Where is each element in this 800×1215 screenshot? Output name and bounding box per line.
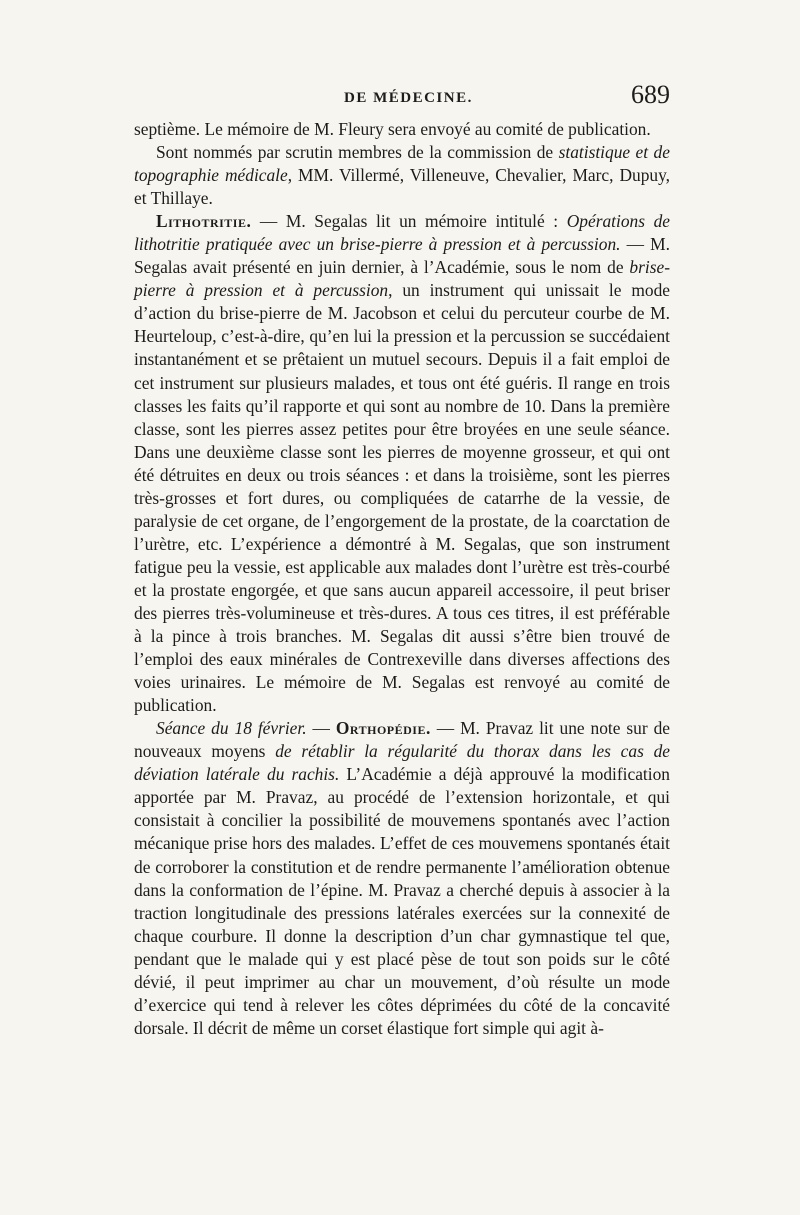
- page-header: [134, 80, 670, 116]
- text-run: septième. Le mémoire de M. Fleury sera envoyé au comité de publication.: [134, 119, 651, 139]
- section-heading: Orthopédie.: [335, 718, 431, 739]
- section-heading: Lithotritie.: [156, 211, 252, 232]
- text-run: —: [306, 718, 336, 739]
- running-head: DE MÉDECINE.: [344, 90, 473, 106]
- text-run: Sont nommés par scrutin membres de la commission de: [156, 142, 559, 163]
- paragraph-orthopedie: [134, 717, 670, 1040]
- italic-run: Opérations de lithotritie pratiquée avec un brise-pierre à pression et à percussion.: [134, 211, 670, 255]
- text-run: L’Académie a déjà approuvé la modification apportée par M. Pravaz, au procédé de l’extension horizontale, et qui consistait à concilier la possibilité de mouvemens spontanés avec l’action mécanique prise hors des malades. L’effet de ces mouvemens spontanés était de corroborer la constitution et de rendre permanente l’amélioration obtenue dans la conformation de l’épine. M. Pravaz a cherché depuis à associer à la traction longitudinale des pressions latérales exercées sur la connexité de chaque courbure. Il donne la description d’un char gymnastique tel que, pendant que le malade qui y est placé pèse de tout son poids sur le côté dévié, il peut imprimer au char un mouvement, d’où résulte un mode d’exercice qui tend à relever les côtes déprimées du côté de la concavité dorsale. Il décrit de même un corset élastique fort simple qui agit à-: [134, 764, 670, 1038]
- italic-run: statistique et de topographie médicale: [134, 142, 670, 186]
- text-run: — M. Pravaz lit une note sur de nouveaux moyens: [134, 718, 671, 762]
- paragraph-lithotritie: [134, 210, 670, 717]
- italic-run: brise-pierre à pression et à percussion: [134, 257, 670, 301]
- italic-run: Séance du 18 février.: [156, 718, 307, 739]
- body-text: [134, 118, 670, 1040]
- paragraph-continuation: [134, 118, 670, 141]
- text-run: — M. Segalas avait présenté en juin dernier, à l’Académie, sous le nom de: [134, 234, 670, 278]
- text-run: — M. Segalas lit un mémoire intitulé :: [251, 211, 567, 232]
- text-run: , MM. Villermé, Villeneuve, Chevalier, Marc, Dupuy, et Thillaye.: [134, 165, 671, 209]
- paragraph-commission: [134, 141, 670, 210]
- text-run: , un instrument qui unissait le mode d’action du brise-pierre de M. Jacobson et celui du percuteur courbe de M. Heurteloup, c’est-à-dire, qu’en lui la pression et la percussion se succédaient instantanément et se prêtaient un mutuel secours. Depuis il a fait emploi de cet instrument sur plusieurs malades, et tous ont été guéris. Il range en trois classes les faits qu’il rapporte et qui sont au nombre de 10. Dans la première classe, sont les pierres assez petites pour être broyées en une seule séance. Dans une deuxième classe sont les pierres de moyenne grosseur, et qui ont été détruites en deux ou trois séances : et dans la troisième, sont les pierres très-grosses et fort dures, ou compliquées de catarrhe de la vessie, de paralysie de cet organe, de l’engorgement de la prostate, de la coarctation de l’urètre, etc. L’expérience a démontré à M. Segalas, que son instrument fatigue peu la vessie, est applicable aux malades dont l’urètre est très-courbé et la prostate engorgée, et que sans aucun appareil accessoire, il peut briser des pierres très-volumineuse et très-dures. A tous ces titres, il est préférable à la pince à trois branches. M. Segalas dit aussi s’être bien trouvé de l’emploi des eaux minérales de Contrexeville dans diverses affections des voies urinaires. Le mémoire de M. Segalas est renvoyé au comité de publication.: [134, 280, 670, 716]
- italic-run: de rétablir la régularité du thorax dans les cas de déviation latérale du rachis.: [134, 741, 671, 785]
- page-number: 689: [631, 80, 670, 109]
